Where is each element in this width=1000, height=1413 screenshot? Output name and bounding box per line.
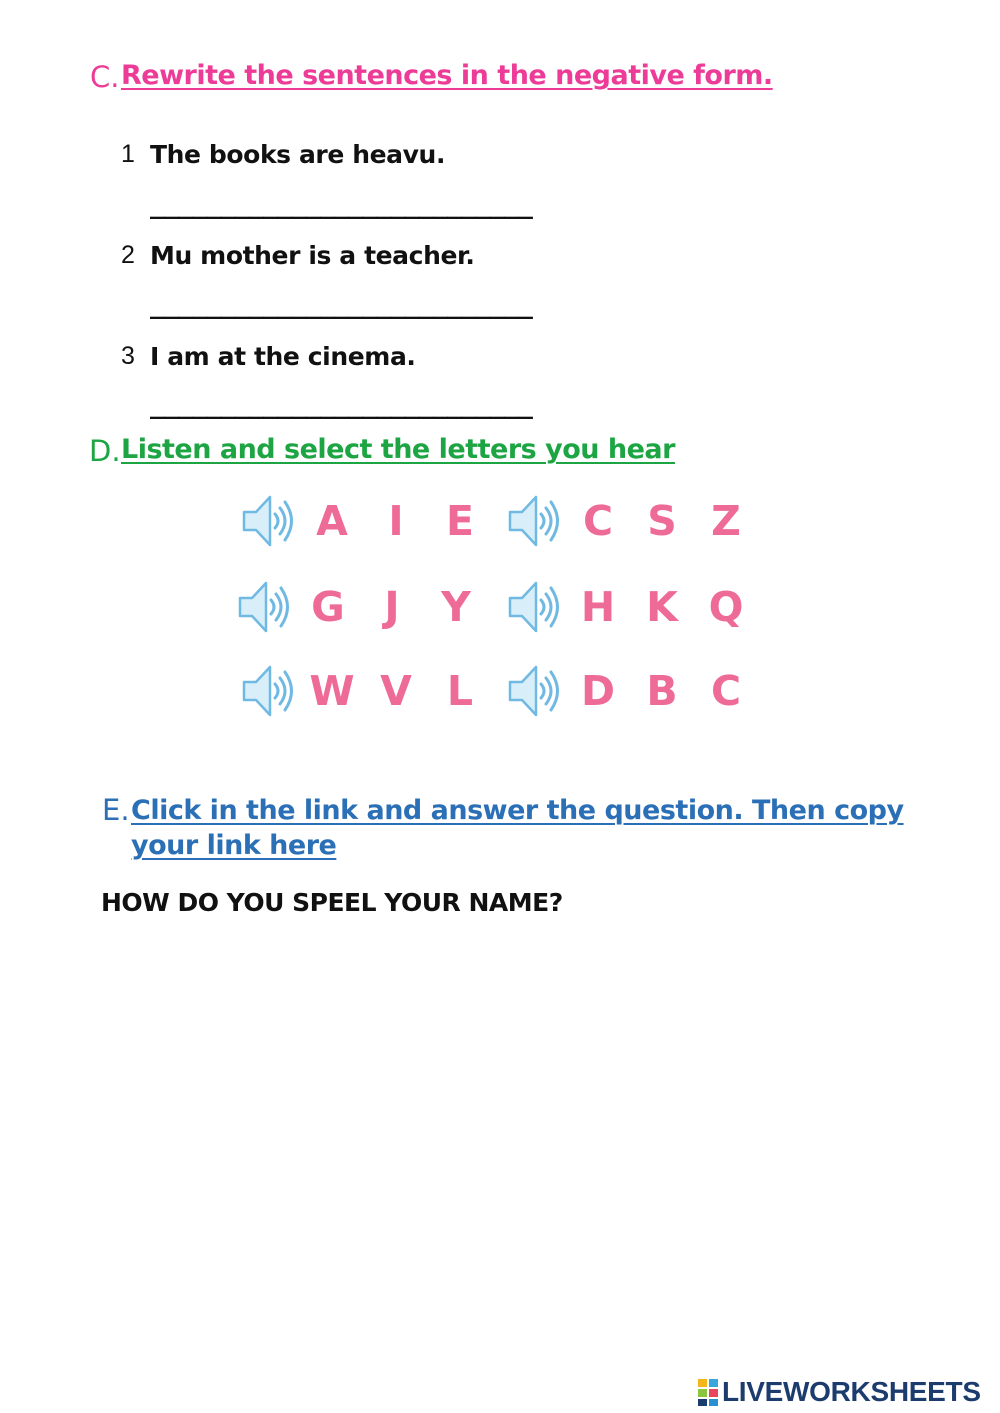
section-d-letter: D. (89, 434, 121, 468)
answer-blank[interactable]: ___________________________ (150, 290, 533, 319)
audio-group (506, 658, 758, 724)
letter-option[interactable]: Q (708, 583, 744, 631)
letter-option[interactable]: W (309, 667, 355, 715)
letter-option[interactable]: S (647, 497, 677, 545)
section-c-letter: C. (90, 60, 120, 94)
letter-option[interactable]: C (582, 497, 614, 545)
section-e-letter: E. (102, 793, 130, 827)
answer-blank[interactable]: ___________________________ (150, 390, 533, 419)
section-e-link[interactable]: Click in the link and answer the question. Then copy your link here (131, 795, 904, 861)
item-number: 2 (121, 241, 135, 269)
speaker-icon[interactable] (236, 574, 296, 640)
audio-group (506, 574, 758, 640)
letter-option[interactable]: Y (441, 583, 471, 631)
item-sentence: I am at the cinema. (150, 342, 416, 371)
item-number: 3 (121, 342, 135, 370)
letter-option[interactable]: G (311, 583, 345, 631)
letter-option[interactable]: V (380, 667, 412, 715)
letter-option[interactable]: J (384, 583, 400, 631)
letter-option[interactable]: A (316, 497, 348, 545)
audio-group (506, 488, 758, 554)
speaker-icon[interactable] (506, 574, 566, 640)
item-sentence: Mu mother is a teacher. (150, 241, 475, 270)
speaker-icon[interactable] (506, 488, 566, 554)
letter-option[interactable]: Z (711, 497, 741, 545)
logo-mark-icon (697, 1377, 719, 1407)
speaker-icon[interactable] (506, 658, 566, 724)
audio-group (236, 574, 488, 640)
letter-option[interactable]: B (646, 667, 678, 715)
audio-group (240, 488, 492, 554)
letter-option[interactable]: H (580, 583, 616, 631)
section-c-title: Rewrite the sentences in the negative form. (121, 60, 773, 91)
letter-option[interactable]: C (710, 667, 742, 715)
letter-option[interactable]: I (388, 497, 404, 545)
letter-option[interactable]: E (445, 497, 474, 545)
brand-logo (697, 1376, 981, 1408)
speaker-icon[interactable] (240, 488, 300, 554)
brand-name: LIVEWORKSHEETS (722, 1376, 981, 1407)
section-d-title: Listen and select the letters you hear (121, 434, 675, 465)
letter-option[interactable]: D (580, 667, 616, 715)
speaker-icon[interactable] (240, 658, 300, 724)
audio-group (240, 658, 492, 724)
item-sentence: The books are heavu. (150, 140, 446, 169)
section-e-question: HOW DO YOU SPEEL YOUR NAME? (101, 888, 563, 917)
item-number: 1 (121, 140, 135, 168)
letter-option[interactable]: L (446, 667, 474, 715)
letter-option[interactable]: K (646, 583, 678, 631)
answer-blank[interactable]: ___________________________ (150, 190, 533, 219)
